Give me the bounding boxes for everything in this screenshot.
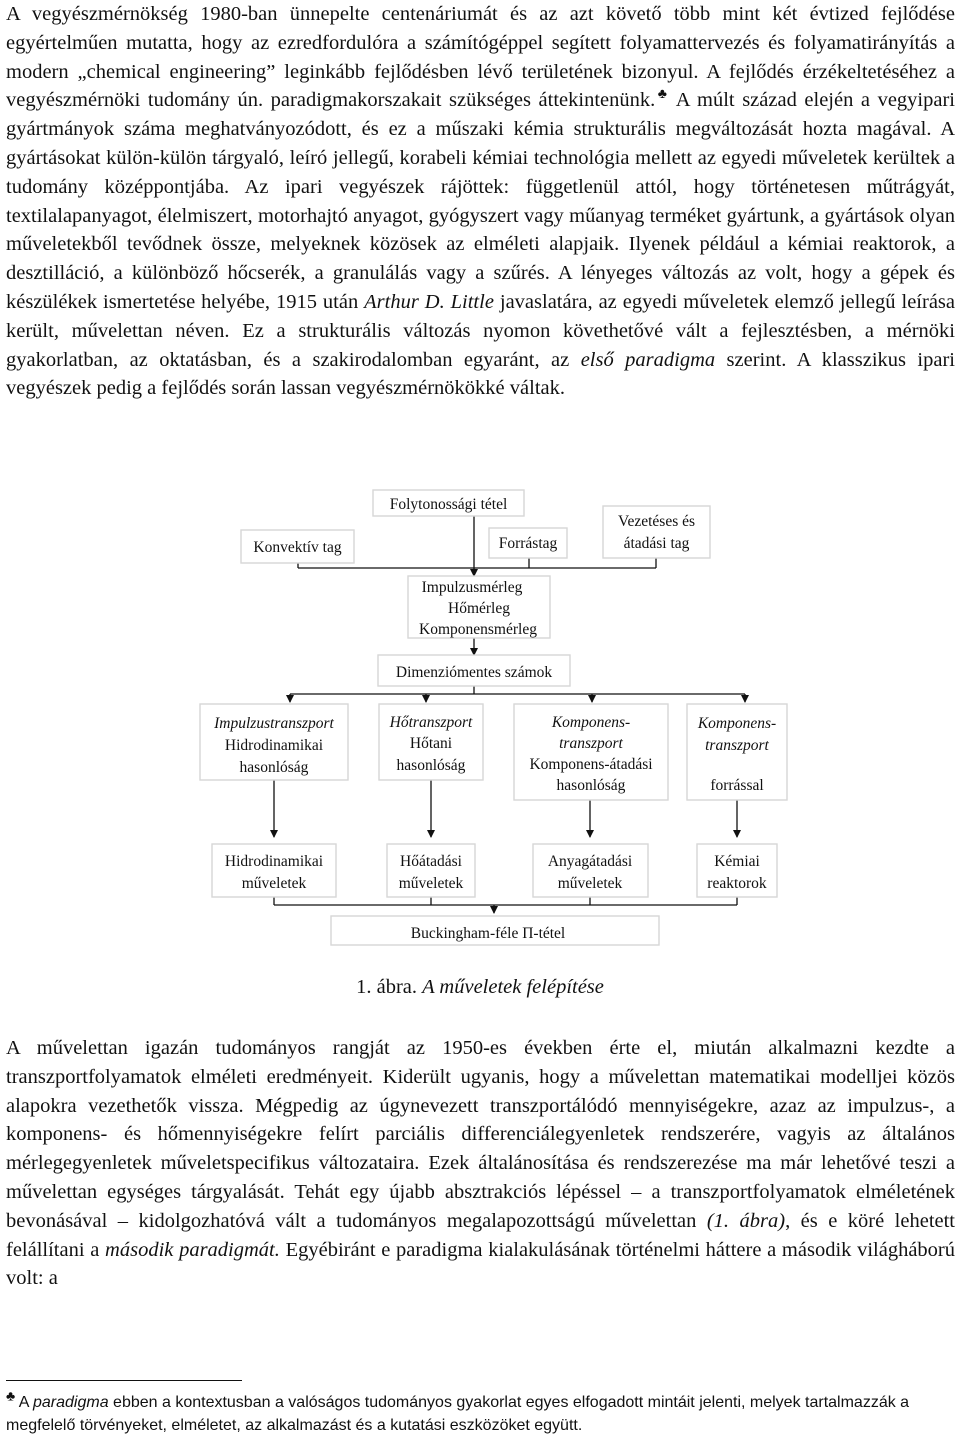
box-dimenziomentes-szamok [378,655,570,686]
balance-impulzus: Impulzusmérleg [421,579,523,596]
vezeteses-line-1: Vezetéses és [617,513,696,530]
box-konvektiv-tag [241,530,354,563]
box-hidrodinamikai-muveletek [212,844,336,897]
second-paradigm-paragraph [6,1034,955,1293]
op4-line-2: reaktorok [707,875,767,892]
buckingham-connectors [274,897,737,913]
text-run: , és e köré lehetett felállítani a [6,1209,956,1261]
balance-ho: Hőmérleg [448,600,510,617]
sim1-line-1: Impulzustranszport [214,715,334,732]
text-run: javaslatára, az egyedi műveletek elemző jellegű leírása került, művelettan néven. Ez a strukturális változás nyomon követhetővé vált a fejlesztésben, a mérnöki gyakorlatban, az oktatásban, és a szakirodalomban egyaránt, az [6,290,955,371]
op3-line-2: műveletek [557,875,623,892]
konvektiv-tag-text: Konvektív tag [253,539,342,556]
italic-text-run: (1. ábra) [706,1209,786,1232]
sim2-line-2: Hőtani [409,735,453,752]
sim2-line-3: hasonlóság [396,757,466,774]
figure-caption [0,976,960,999]
footnote [6,1387,955,1437]
op1-line-1: Hidrodinamikai [224,853,324,870]
italic-text-run: paradigma [32,1394,109,1411]
italic-text-run: Arthur D. Little [364,290,494,313]
op2-line-1: Hőátadási [400,853,462,870]
sim3-line-4: hasonlóság [556,777,626,794]
figure-title: A műveletek felépítése [422,976,604,998]
intro-paragraph [6,0,955,403]
sim3-line-1: Komponens- [551,714,631,731]
sim3-line-2: transzport [559,735,623,752]
footnote-marker: ♣ [655,87,670,103]
text-run: A művelettan igazán tudományos rangját az 1950-es években érte el, miután alkalmazni kezdte a transzportfolyamatok elméleti eredményeit. Kiderült ugyanis, hogy a művelettan matematikai modelljei közös alapokra vezethetők vissza. Mégpedig az úgynevezett transzportálódó mennyiségekre, azaz az impulzus-, a komponens- és hőmennyiségekre felírt parciális differenciálegyenletek rendszerére, vagyis az általános mérlegegyenletek műveletspecifikus változataira. Ezek általánosítása és rendszerezése ma már lehetővé teszi a művelettan egységes tárgyalását. Tehát egy újabb absztrakciós lépéssel – a transzportfolyamatok elméletének bevonásával – kidolgozhatóvá vált a tudományos megalapozottságú művelettan [6,1037,955,1232]
figure-number: 1. ábra. [356,976,418,998]
op4-line-1: Kémiai [714,853,760,870]
folytonossagi-tetel-text: Folytonossági tétel [389,496,508,513]
box-impulzustranszport [200,704,348,780]
text-run: szerint. A klasszikus ipari vegyészek pedig a fejlődés során lassan vegyészmérnökökké váltak. [6,348,956,400]
box-kemiai-reaktorok [697,844,777,897]
sim4-line-1: Komponens- [697,715,777,732]
balance-komponens: Komponensmérleg [419,621,537,638]
text-run: A [15,1394,33,1411]
text-run: Egyébiránt e paradigma kialakulásának történelmi háttere a második világháború volt: a [6,1238,956,1290]
sim1-line-3: hasonlóság [239,759,309,776]
op3-line-1: Anyagátadási [547,853,633,870]
box-forrastag [489,528,567,558]
forrastag-text: Forrástag [498,535,558,552]
sim4-line-4: forrással [710,777,764,794]
box-hotranszport [379,704,483,780]
footnote-marker: ♣ [6,1387,16,1404]
text-run: A vegyészmérnökség 1980-ban ünnepelte centenáriumát és az azt követő több mint két évtized fejlődése egyértelműen mutatta, hogy az ezredfordulóra a számítógéppel segített folyamattervezés és folyamatirányítás a modern „chemical engineering” leginkább fejlődésben lévő területének bizonyul. A fejlődés érzékeltetéséhez a vegyészmérnöki tudomány ún. paradigmakorszakait szükséges áttekintenünk. [6,3,955,112]
box-komponenstranszport-forrassal [687,704,787,800]
text-run: ebben a kontextusban a valóságos tudományos gyakorlat egyes elfogadott mintáit jelenti, melyek tartalmazzák a megfelelő törvényeket, elméletet, az alkalmazást és a kutatási eszközöket együtt. [6,1394,910,1434]
box-vezeteses-es-atadasi-tag [603,506,710,558]
box-hoatadasi-muveletek [387,844,475,897]
text-run: A múlt század elején a vegyipari gyártmányok száma meghatványozódott, és ez a műszaki kémia strukturális megváltozását hozta magával. A gyártásokat külön-külön tárgyaló, leíró jellegű, korabeli kémiai technológia mellett az egyedi műveletek kerültek a tudomány középpontjába. Az ipari vegyészek rájöttek: függetlenül attól, hogy történetesen műtrágyát, textilalapanyagot, élelmiszert, motorhajtó anyagot, gyógyszert vagy műanyag terméket gyártunk, a gyártások olyan műveletekből tevődnek össze, melyeknek közösek az elméleti alapjaik. Ilyenek például a kémiai reaktorok, a desztilláció, a különböző hőcserék, a granulálás vagy a szűrés. A lényeges változás az volt, hogy a gépek és készülékek ismertetése helyébe, 1915 után [6,89,955,313]
op1-line-2: műveletek [241,875,307,892]
similarity-connectors [290,686,745,702]
op2-line-2: műveletek [398,875,464,892]
italic-text-run: első paradigma [580,348,716,371]
box-buckingham-tetel [331,916,659,945]
sim3-line-3: Komponens-átadási [529,756,653,773]
buckingham-text: Buckingham-féle Π-tétel [410,925,566,942]
operations-structure-diagram [0,480,960,970]
box-anyagatadasi-muveletek [533,844,648,897]
vezeteses-line-2: átadási tag [623,535,690,552]
italic-text-run: második paradigmát. [105,1238,280,1261]
box-folytonossagi-tetel [373,490,524,516]
box-komponenstranszport [514,704,668,800]
box-balances [408,576,550,638]
footnote-separator [6,1380,242,1381]
sim4-line-2: transzport [705,737,769,754]
dimenziomentes-text: Dimenziómentes számok [395,664,553,681]
sim2-line-1: Hőtranszport [389,714,473,731]
sim1-line-2: Hidrodinamikai [224,737,324,754]
